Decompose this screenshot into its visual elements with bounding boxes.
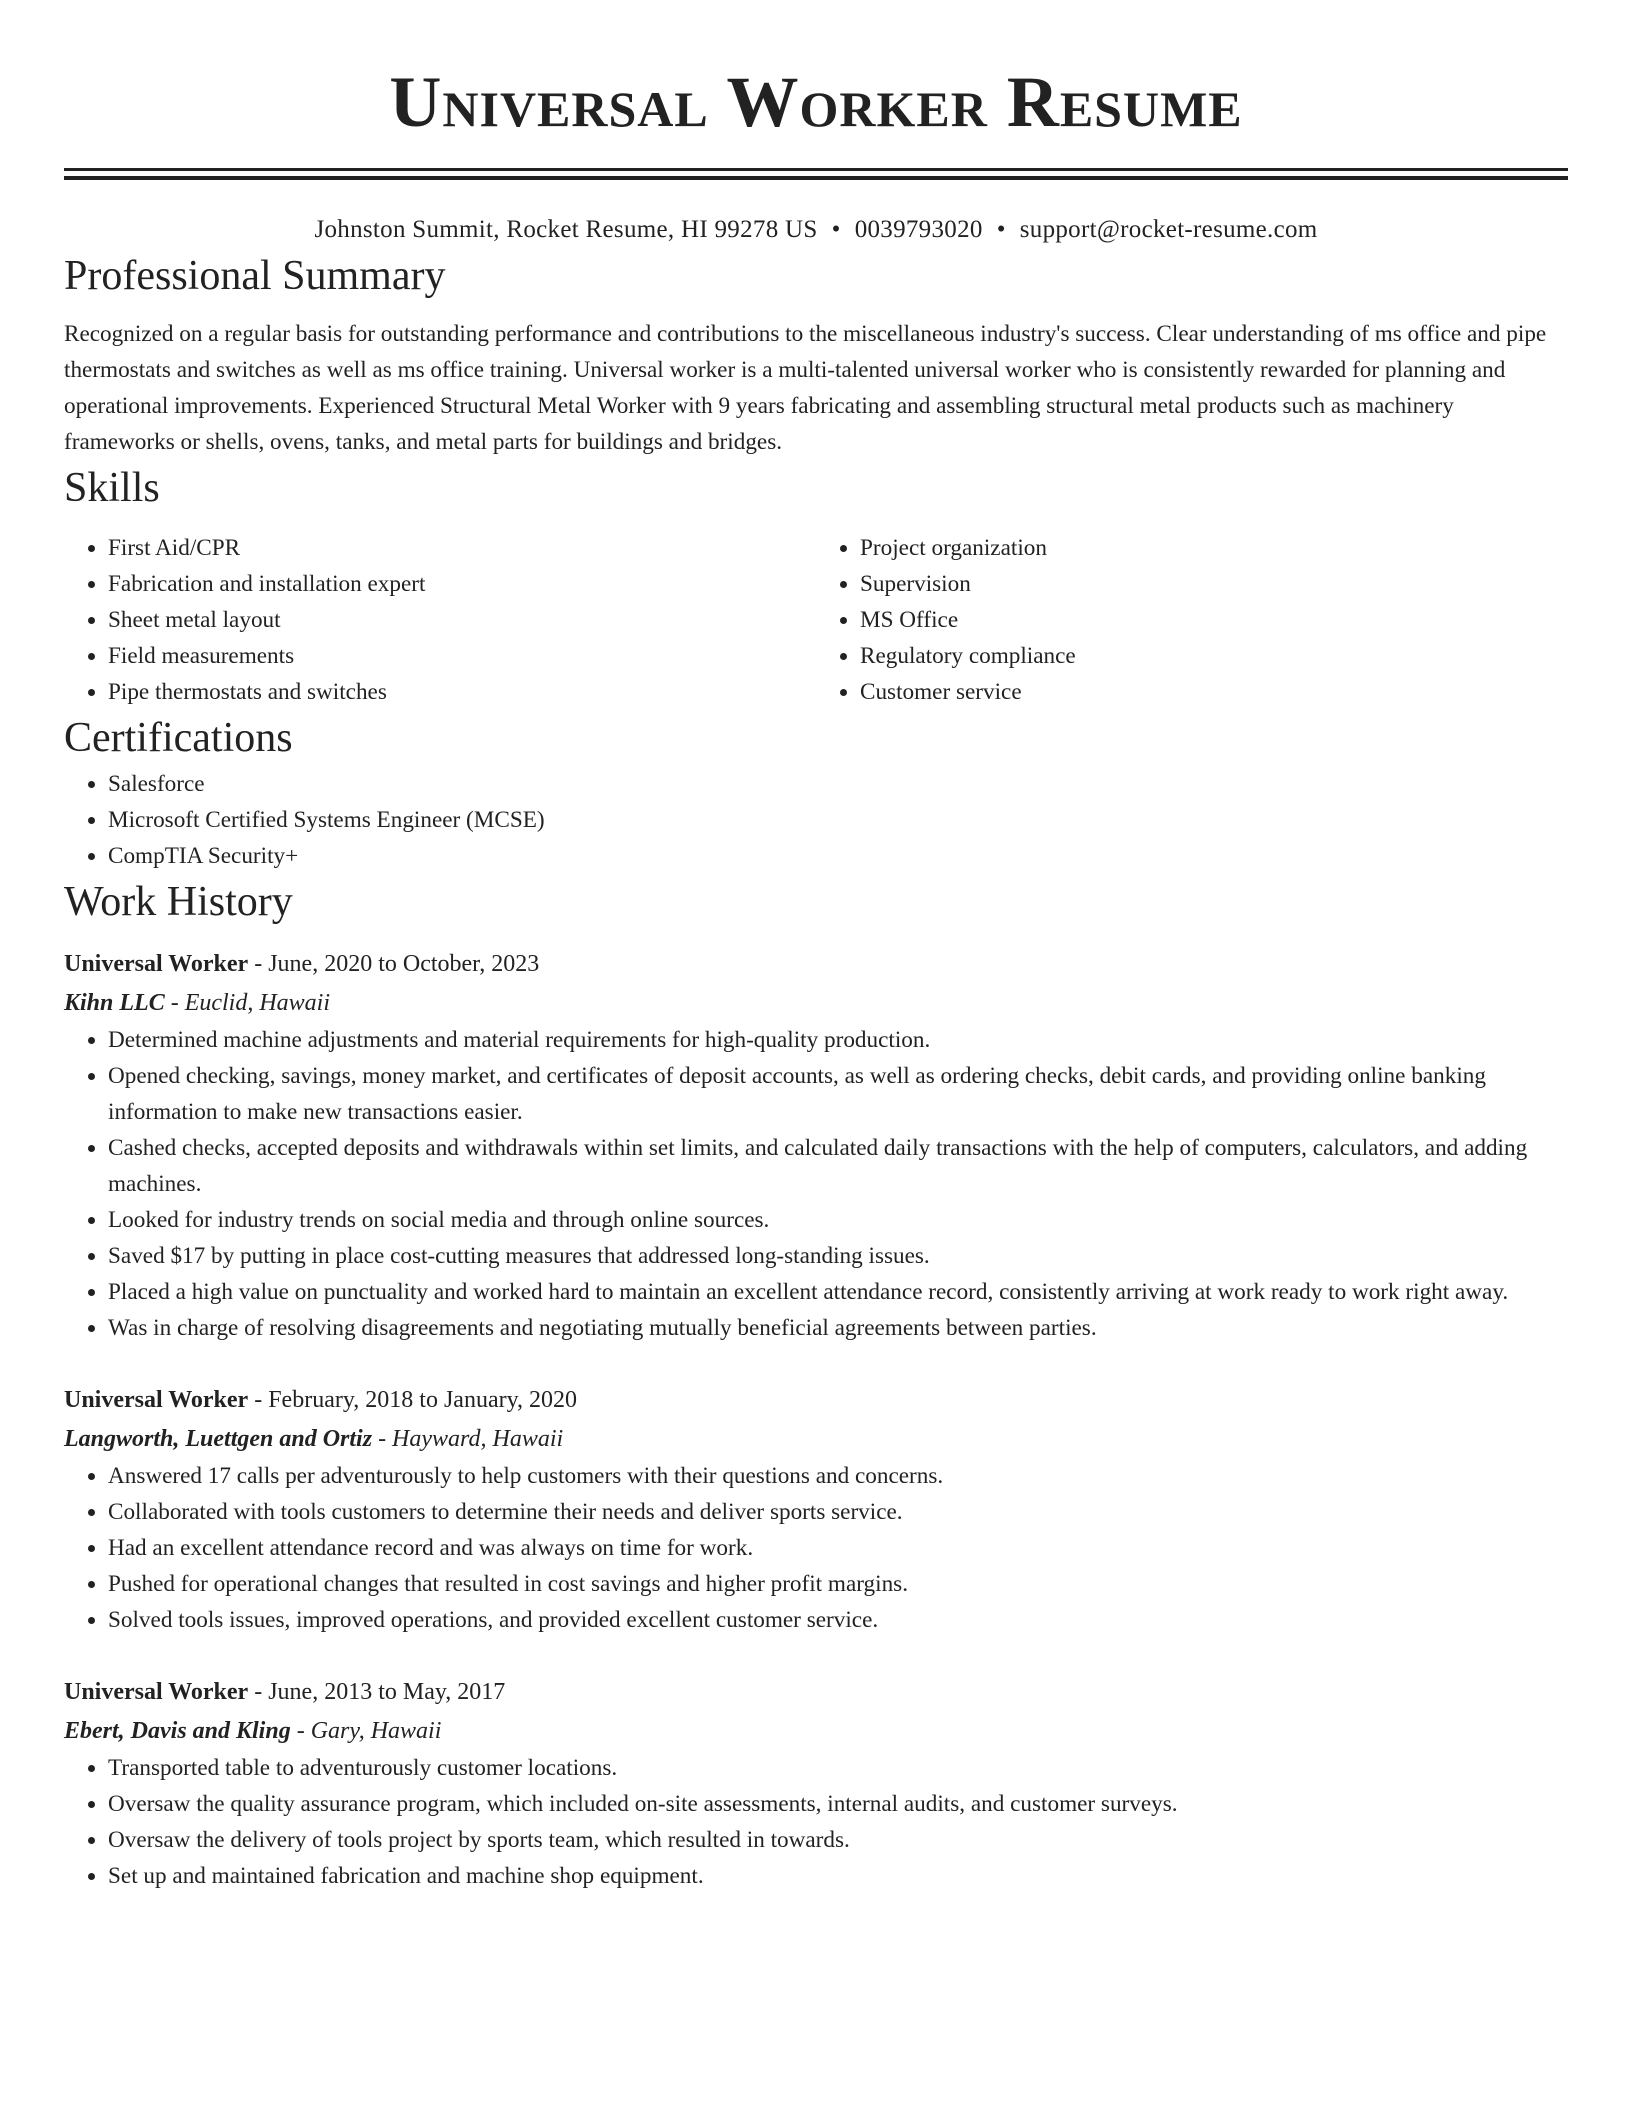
job-company-line bbox=[64, 984, 1568, 1022]
skill-item: • Customer service bbox=[860, 674, 1568, 710]
job-company-line bbox=[64, 1420, 1568, 1458]
certifications-list bbox=[64, 766, 1568, 874]
resume-title: Universal Worker Resume bbox=[389, 62, 1243, 142]
job-bullet: • Looked for industry trends on social media and through online sources. bbox=[108, 1202, 1568, 1238]
skill-item: • First Aid/CPR bbox=[108, 530, 816, 566]
contact-phone: 0039793020 bbox=[854, 216, 983, 243]
job-bullets bbox=[64, 1458, 1568, 1638]
skills-heading: Skills bbox=[64, 465, 160, 511]
job-bullet: • Oversaw the quality assurance program, which included on-site assessments, internal audits, and customer surveys. bbox=[108, 1786, 1568, 1822]
job-bullet: • Determined machine adjustments and material requirements for high-quality production. bbox=[108, 1022, 1568, 1058]
summary-text: Recognized on a regular basis for outstanding performance and contributions to the miscellaneous industry's success. Clear understanding of ms office and pipe thermostats and switches as well as ms office training. Universal worker is a multi-talented universal worker who is consistently rewarded for planning and operational improvements. Experienced Structural Metal Worker with 9 years fabricating and assembling structural metal products such as machinery frameworks or shells, ovens, tanks, and metal parts for buildings and bridges. bbox=[64, 321, 1547, 455]
job-location: - Hayward, Hawaii bbox=[378, 1426, 564, 1452]
title-double-rule bbox=[64, 168, 1568, 180]
contact-address: Johnston Summit, Rocket Resume, HI 99278 US bbox=[314, 216, 818, 243]
skill-item: • Regulatory compliance bbox=[860, 638, 1568, 674]
job-dates: - June, 2020 to October, 2023 bbox=[254, 951, 540, 977]
skills-list-right bbox=[816, 530, 1568, 710]
job-title-line bbox=[64, 1672, 1568, 1712]
job-company-line bbox=[64, 1712, 1568, 1750]
job-company: Langworth, Luettgen and Ortiz bbox=[64, 1426, 373, 1452]
skill-item: • Pipe thermostats and switches bbox=[108, 674, 816, 710]
job-entry bbox=[64, 944, 1568, 1346]
job-bullet: • Cashed checks, accepted deposits and withdrawals within set limits, and calculated daily transactions with the help of computers, calculators, and adding machines. bbox=[108, 1130, 1568, 1202]
job-entry bbox=[64, 1380, 1568, 1638]
certifications-heading: Certifications bbox=[64, 715, 293, 761]
job-bullets bbox=[64, 1750, 1568, 1894]
job-bullet: • Saved $17 by putting in place cost-cutting measures that addressed long-standing issues. bbox=[108, 1238, 1568, 1274]
summary-heading: Professional Summary bbox=[64, 253, 446, 299]
skill-item: • Fabrication and installation expert bbox=[108, 566, 816, 602]
job-bullet: • Answered 17 calls per adventurously to help customers with their questions and concerns. bbox=[108, 1458, 1568, 1494]
job-bullet: • Opened checking, savings, money market, and certificates of deposit accounts, as well as ordering checks, debit cards, and providing online banking information to make new transactions easier. bbox=[108, 1058, 1568, 1130]
job-dates: - February, 2018 to January, 2020 bbox=[254, 1387, 578, 1413]
skill-item: • MS Office bbox=[860, 602, 1568, 638]
job-bullet: • Transported table to adventurously customer locations. bbox=[108, 1750, 1568, 1786]
job-bullet: • Pushed for operational changes that resulted in cost savings and higher profit margins. bbox=[108, 1566, 1568, 1602]
job-bullet: • Oversaw the delivery of tools project by sports team, which resulted in towards. bbox=[108, 1822, 1568, 1858]
job-title: Universal Worker bbox=[64, 1679, 249, 1705]
contact-separator: • bbox=[996, 216, 1006, 243]
certification-item: • Salesforce bbox=[108, 766, 1568, 802]
job-bullet: • Placed a high value on punctuality and worked hard to maintain an excellent attendance record, consistently arriving at work ready to work right away. bbox=[108, 1274, 1568, 1310]
job-bullet: • Collaborated with tools customers to determine their needs and deliver sports service. bbox=[108, 1494, 1568, 1530]
skills-list-left bbox=[64, 530, 816, 710]
job-dates: - June, 2013 to May, 2017 bbox=[254, 1679, 506, 1705]
contact-email: support@rocket-resume.com bbox=[1019, 216, 1318, 243]
job-bullet: • Had an excellent attendance record and was always on time for work. bbox=[108, 1530, 1568, 1566]
work-history-heading: Work History bbox=[64, 879, 293, 925]
skill-item: • Project organization bbox=[860, 530, 1568, 566]
job-title: Universal Worker bbox=[64, 1387, 249, 1413]
job-company: Ebert, Davis and Kling bbox=[64, 1718, 291, 1744]
skill-item: • Supervision bbox=[860, 566, 1568, 602]
job-title: Universal Worker bbox=[64, 951, 249, 977]
certification-item: • CompTIA Security+ bbox=[108, 838, 1568, 874]
job-location: - Gary, Hawaii bbox=[296, 1718, 442, 1744]
job-title-line bbox=[64, 944, 1568, 984]
job-title-line bbox=[64, 1380, 1568, 1420]
contact-separator: • bbox=[831, 216, 841, 243]
job-bullets bbox=[64, 1022, 1568, 1346]
job-bullet: • Was in charge of resolving disagreements and negotiating mutually beneficial agreements between parties. bbox=[108, 1310, 1568, 1346]
certification-item: • Microsoft Certified Systems Engineer (MCSE) bbox=[108, 802, 1568, 838]
skill-item: • Sheet metal layout bbox=[108, 602, 816, 638]
job-bullet: • Set up and maintained fabrication and machine shop equipment. bbox=[108, 1858, 1568, 1894]
job-location: - Euclid, Hawaii bbox=[170, 990, 331, 1016]
job-bullet: • Solved tools issues, improved operations, and provided excellent customer service. bbox=[108, 1602, 1568, 1638]
skills-columns bbox=[64, 530, 1568, 710]
contact-line bbox=[64, 212, 1568, 248]
job-company: Kihn LLC bbox=[64, 990, 165, 1016]
skill-item: • Field measurements bbox=[108, 638, 816, 674]
job-entry bbox=[64, 1672, 1568, 1894]
